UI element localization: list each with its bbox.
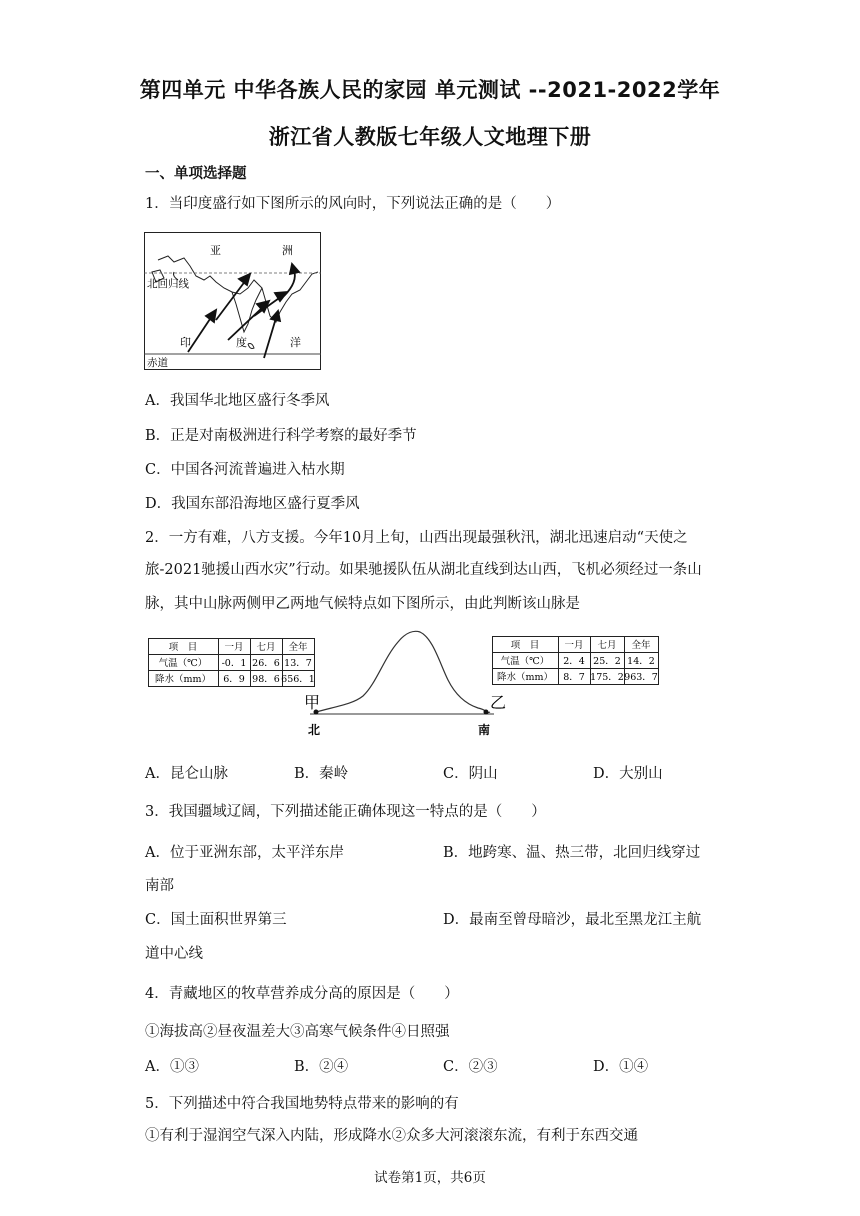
right-table-precip-jul: 175．2: [590, 672, 624, 683]
right-table-header-year: 全年: [631, 640, 651, 651]
q1-option-a[interactable]: A．我国华北地区盛行冬季风: [145, 393, 330, 409]
q2-option-c[interactable]: C．阴山: [443, 766, 498, 782]
q2-stem-line-3: 脉，其中山脉两侧甲乙两地气候特点如下图所示，由此判断该山脉是: [145, 596, 580, 612]
q1-stem: 1．当印度盛行如下图所示的风向时，下列说法正确的是（ ）: [145, 196, 561, 212]
q3-option-d[interactable]: D．最南至曾母暗沙，最北至黑龙江主航: [443, 912, 702, 928]
map-label-equator: 赤道: [147, 357, 168, 369]
q4-option-a[interactable]: A．①③: [145, 1059, 199, 1075]
q4-option-b[interactable]: B．②④: [294, 1059, 349, 1075]
q3-option-b-cont: 南部: [145, 878, 174, 894]
q3-option-c[interactable]: C．国土面积世界第三: [145, 912, 287, 928]
right-table-header-jan: 一月: [564, 640, 584, 651]
right-table-temp-jul: 25．2: [593, 656, 621, 667]
q2-mountain-figure: [148, 628, 660, 740]
q3-stem: 3．我国疆域辽阔，下列描述能正确体现这一特点的是（ ）: [145, 804, 546, 820]
left-table-precip-year: 656．1: [281, 674, 315, 685]
right-table-header-jul: 七月: [597, 640, 617, 651]
q2-stem-line-1: 2．一方有难，八方支援。今年10月上旬，山西出现最强秋汛，湖北迅速启动“天使之: [145, 530, 688, 546]
q1-option-c[interactable]: C．中国各河流普遍进入枯水期: [145, 462, 345, 478]
left-table-header-year: 全年: [288, 642, 308, 653]
q4-option-d[interactable]: D．①④: [593, 1059, 649, 1075]
page-footer: 试卷第1页，共6页: [374, 1170, 486, 1186]
q1-option-d[interactable]: D．我国东部沿海地区盛行夏季风: [145, 496, 360, 512]
left-table-temp-jan: -0．1: [221, 658, 247, 669]
left-table-precip-label: 降水（mm）: [154, 674, 212, 685]
title-line-2: 浙江省人教版七年级人文地理下册: [268, 125, 592, 149]
map-label-ocean-3: 洋: [290, 336, 301, 349]
q1-monsoon-map: [144, 232, 321, 370]
left-table-temp-label: 气温（℃）: [158, 658, 208, 669]
section-heading: 一、单项选择题: [145, 166, 247, 182]
title-line-1: 第四单元 中华各族人民的家园 单元测试 --2021-2022学年: [139, 78, 721, 102]
mountain-profile: [316, 631, 490, 712]
left-table-header-item: 项 目: [168, 642, 198, 653]
label-south: 南: [478, 723, 491, 737]
right-table-precip-label: 降水（mm）: [496, 672, 554, 683]
label-yi: 乙: [490, 693, 507, 712]
left-table-precip-jan: 6．9: [223, 674, 245, 685]
right-table-precip-jan: 8．7: [563, 672, 585, 683]
right-table-temp-year: 14．2: [627, 656, 655, 667]
q4-statements: ①海拔高②昼夜温差大③高寒气候条件④日照强: [145, 1024, 450, 1040]
left-table-header-jul: 七月: [256, 642, 276, 653]
q3-option-d-cont: 道中心线: [145, 946, 203, 962]
q1-option-b[interactable]: B．正是对南极洲进行科学考察的最好季节: [145, 428, 417, 444]
q5-stem: 5．下列描述中符合我国地势特点带来的影响的有: [145, 1096, 459, 1112]
map-label-tropic: 北回归线: [147, 278, 189, 290]
left-table-temp-year: 13．7: [284, 658, 312, 669]
right-table-temp-jan: 2．4: [563, 656, 585, 667]
left-table-temp-jul: 26．6: [252, 658, 280, 669]
label-jia: 甲: [304, 693, 321, 712]
q2-option-a[interactable]: A．昆仑山脉: [145, 766, 228, 782]
q4-option-c[interactable]: C．②③: [443, 1059, 498, 1075]
q4-stem: 4．青藏地区的牧草营养成分高的原因是（ ）: [145, 986, 459, 1002]
right-table-temp-label: 气温（℃）: [500, 656, 550, 667]
map-label-ocean-1: 印: [180, 336, 191, 349]
q3-option-a[interactable]: A．位于亚洲东部，太平洋东岸: [145, 845, 344, 861]
map-label-asia-2: 洲: [282, 244, 293, 257]
q3-option-b[interactable]: B．地跨寒、温、热三带，北回归线穿过: [443, 845, 701, 861]
q5-statements: ①有利于湿润空气深入内陆，形成降水②众多大河滚滚东流，有利于东西交通: [145, 1128, 638, 1144]
map-label-ocean-2: 度: [236, 336, 247, 349]
left-table-precip-jul: 98．6: [252, 674, 280, 685]
q2-option-b[interactable]: B．秦岭: [294, 766, 349, 782]
q2-stem-line-2: 旅-2021驰援山西水灾”行动。如果驰援队伍从湖北直线到达山西，飞机必须经过一条山: [145, 562, 702, 578]
label-north: 北: [308, 723, 321, 737]
left-table-header-jan: 一月: [224, 642, 244, 653]
right-table-header-item: 项 目: [510, 640, 540, 651]
right-table-precip-year: 963．7: [624, 672, 658, 683]
q2-option-d[interactable]: D．大别山: [593, 766, 663, 782]
map-label-asia-1: 亚: [210, 244, 221, 257]
